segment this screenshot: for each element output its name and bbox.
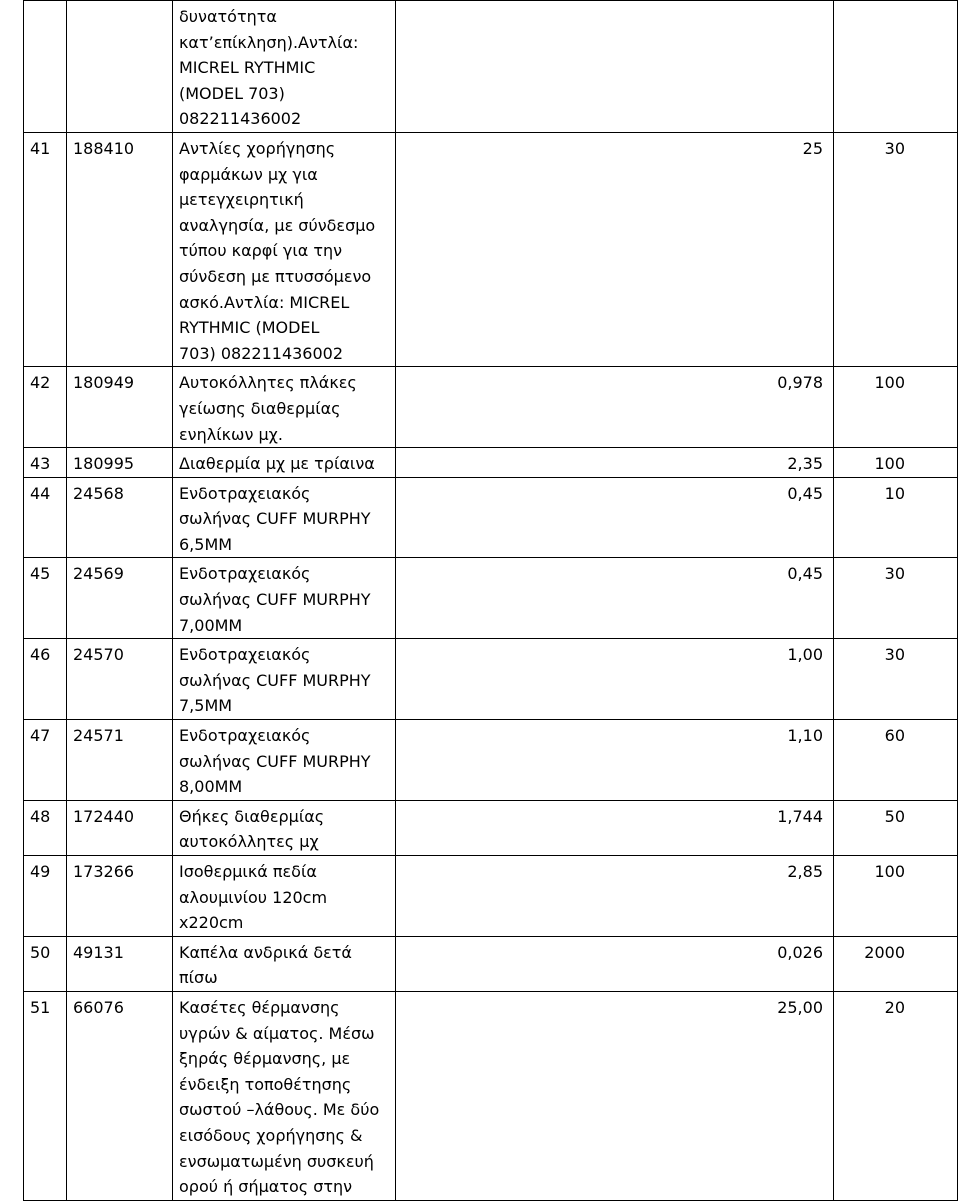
row-quantity: 100 [834,367,958,448]
table-row [24,936,958,991]
row-description: Ενδοτραχειακός σωλήνας CUFF MURPHY 6,5MM [173,477,396,558]
row-code: 188410 [67,132,173,366]
row-quantity: 20 [834,991,958,1200]
table-row [24,856,958,937]
row-code: 180949 [67,367,173,448]
row-code: 180995 [67,448,173,478]
row-code: 24568 [67,477,173,558]
row-number: 48 [24,800,67,855]
row-number [24,1,67,133]
table-row [24,132,958,366]
row-number: 50 [24,936,67,991]
row-number: 47 [24,720,67,801]
row-price: 2,85 [396,856,834,937]
row-number: 51 [24,991,67,1200]
row-code: 24571 [67,720,173,801]
table-row [24,1,958,133]
row-quantity: 60 [834,720,958,801]
row-description: Καπέλα ανδρικά δετά πίσω [173,936,396,991]
table-row [24,639,958,720]
row-code: 24570 [67,639,173,720]
row-quantity: 100 [834,856,958,937]
row-code: 172440 [67,800,173,855]
row-price: 2,35 [396,448,834,478]
row-number: 49 [24,856,67,937]
row-quantity: 30 [834,639,958,720]
row-number: 42 [24,367,67,448]
row-price: 0,45 [396,477,834,558]
row-code: 66076 [67,991,173,1200]
table-row [24,558,958,639]
row-price: 0,45 [396,558,834,639]
row-code [67,1,173,133]
row-number: 46 [24,639,67,720]
items-table-body [24,1,958,1201]
row-quantity: 30 [834,558,958,639]
table-row [24,477,958,558]
row-description: δυνατότητα κατ’επίκληση).Αντλία: MICREL RYTHMIC (MODEL 703) 082211436002 [173,1,396,133]
row-quantity: 30 [834,132,958,366]
row-price: 0,026 [396,936,834,991]
row-quantity: 100 [834,448,958,478]
row-quantity: 50 [834,800,958,855]
row-price: 25 [396,132,834,366]
row-price: 1,744 [396,800,834,855]
table-row [24,720,958,801]
row-number: 41 [24,132,67,366]
row-description: Θήκες διαθερμίας αυτοκόλλητες μχ [173,800,396,855]
items-table [23,0,958,1201]
row-code: 24569 [67,558,173,639]
row-price [396,1,834,133]
row-description: Αυτοκόλλητες πλάκες γείωσης διαθερμίας ενηλίκων μχ. [173,367,396,448]
row-number: 43 [24,448,67,478]
table-row [24,448,958,478]
row-description: Ενδοτραχειακός σωλήνας CUFF MURPHY 7,5MM [173,639,396,720]
row-description: Ισοθερμικά πεδία αλουμινίου 120cm x220cm [173,856,396,937]
row-price: 1,10 [396,720,834,801]
table-row [24,367,958,448]
row-code: 173266 [67,856,173,937]
row-quantity: 2000 [834,936,958,991]
row-description: Διαθερμία μχ με τρίαινα [173,448,396,478]
table-row [24,991,958,1200]
row-price: 1,00 [396,639,834,720]
row-price: 25,00 [396,991,834,1200]
row-price: 0,978 [396,367,834,448]
row-description: Κασέτες θέρμανσης υγρών & αίματος. Μέσω ξηράς θέρμανσης, με ένδειξη τοποθέτησης σωστού –λάθους. Με δύο εισόδους χορήγησης & ενσωματωμένη συσκευή ορού ή σήματος στην [173,991,396,1200]
row-quantity: 10 [834,477,958,558]
row-number: 45 [24,558,67,639]
row-description: Ενδοτραχειακός σωλήνας CUFF MURPHY 8,00MM [173,720,396,801]
table-row [24,800,958,855]
row-quantity [834,1,958,133]
row-code: 49131 [67,936,173,991]
row-description: Αντλίες χορήγησης φαρμάκων μχ για μετεγχειρητική αναλγησία, με σύνδεσμο τύπου καρφί για την σύνδεση με πτυσσόμενο ασκό.Αντλία: MICREL RYTHMIC (MODEL 703) 082211436002 [173,132,396,366]
row-number: 44 [24,477,67,558]
row-description: Ενδοτραχειακός σωλήνας CUFF MURPHY 7,00MM [173,558,396,639]
